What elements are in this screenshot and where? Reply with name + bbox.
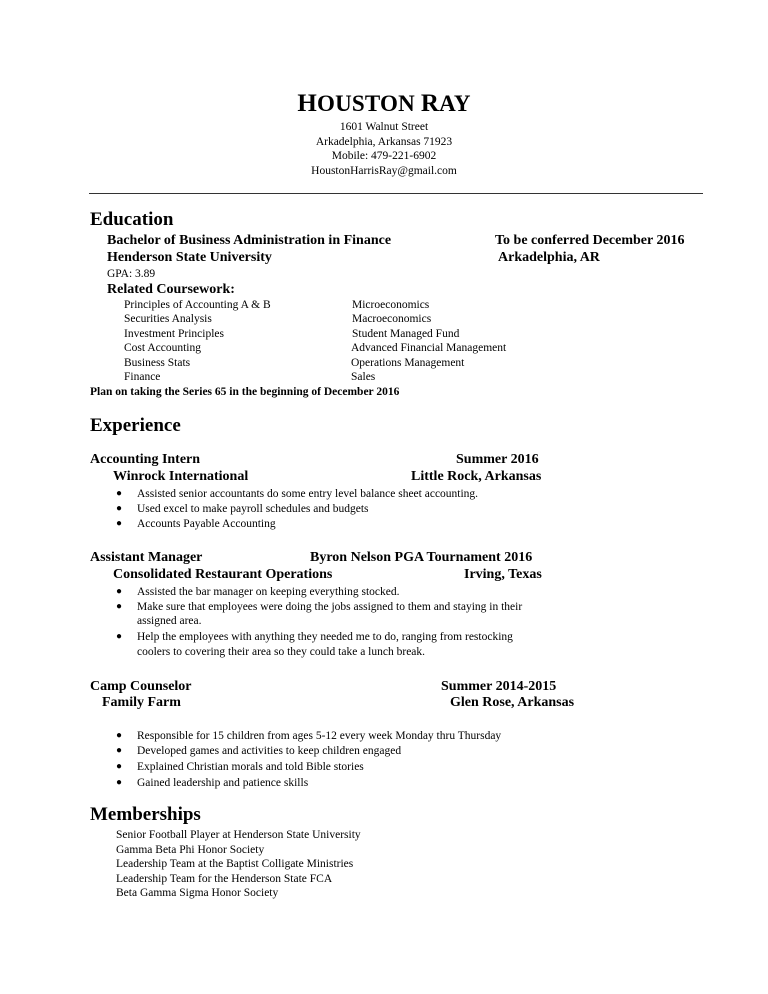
- job-bullet: Assisted the bar manager on keeping everything stocked.: [137, 586, 400, 598]
- email: HoustonHarrisRay@gmail.com: [311, 165, 457, 177]
- course-item: Advanced Financial Management: [351, 342, 507, 354]
- course-item: Microeconomics: [352, 299, 430, 311]
- job-location: Irving, Texas: [464, 567, 542, 582]
- bullet-icon: ●: [116, 488, 123, 499]
- membership-item: Senior Football Player at Henderson State University: [116, 829, 361, 841]
- membership-item: Beta Gamma Sigma Honor Society: [116, 887, 279, 899]
- job-bullet: Developed games and activities to keep children engaged: [137, 745, 402, 757]
- course-item: Student Managed Fund: [352, 328, 460, 340]
- degree: Bachelor of Business Administration in Finance: [107, 233, 392, 248]
- course-item: Principles of Accounting A & B: [124, 299, 271, 311]
- conferred-date: To be conferred December 2016: [495, 233, 685, 248]
- bullet-icon: ●: [116, 518, 123, 529]
- job-date: Summer 2014-2015: [441, 679, 557, 694]
- bullet-icon: ●: [116, 777, 123, 788]
- job-bullet-continuation: coolers to covering their area so they could take a lunch break.: [137, 646, 426, 658]
- bullet-icon: ●: [116, 745, 123, 756]
- city: Arkadelphia, Arkansas 71923: [315, 136, 453, 148]
- bullet-icon: ●: [116, 761, 123, 772]
- course-item: Finance: [124, 371, 161, 383]
- course-item: Business Stats: [124, 357, 191, 369]
- name-first-initial: H: [297, 90, 317, 117]
- job-bullet: Make sure that employees were doing the jobs assigned to them and staying in their: [137, 601, 523, 613]
- bullet-icon: ●: [116, 631, 123, 642]
- job-location: Little Rock, Arkansas: [411, 469, 542, 484]
- course-item: Operations Management: [351, 357, 465, 369]
- course-item: Macroeconomics: [352, 313, 432, 325]
- membership-item: Leadership Team at the Baptist Colligate Ministries: [116, 858, 354, 870]
- phone: Mobile: 479-221-6902: [331, 150, 437, 162]
- name-last-initial: R: [420, 90, 440, 117]
- name-heading: [0, 90, 768, 118]
- school-location: Arkadelphia, AR: [498, 250, 600, 265]
- job-date: Byron Nelson PGA Tournament 2016: [310, 550, 533, 565]
- job-title: Accounting Intern: [90, 452, 201, 467]
- address: 1601 Walnut Street: [339, 121, 429, 133]
- membership-item: Gamma Beta Phi Honor Society: [116, 844, 265, 856]
- job-bullet: Assisted senior accountants do some entry level balance sheet accounting.: [137, 488, 479, 500]
- bullet-icon: ●: [116, 586, 123, 597]
- job-location: Glen Rose, Arkansas: [450, 695, 575, 710]
- experience-heading: Experience: [90, 415, 181, 436]
- name-last-rest: AY: [439, 91, 471, 116]
- name-first-rest: OUSTON: [317, 91, 415, 116]
- membership-item: Leadership Team for the Henderson State FCA: [116, 873, 333, 885]
- job-bullet: Responsible for 15 children from ages 5-12 every week Monday thru Thursday: [137, 730, 502, 742]
- job-bullet-continuation: assigned area.: [137, 615, 202, 627]
- job-title: Assistant Manager: [90, 550, 203, 565]
- course-item: Sales: [351, 371, 376, 383]
- course-item: Cost Accounting: [124, 342, 201, 354]
- job-bullet: Used excel to make payroll schedules and budgets: [137, 503, 369, 515]
- course-item: Investment Principles: [124, 328, 224, 340]
- job-date: Summer 2016: [456, 452, 539, 467]
- certification-plan: Plan on taking the Series 65 in the beginning of December 2016: [90, 386, 400, 398]
- education-heading: Education: [90, 209, 174, 230]
- job-bullet: Accounts Payable Accounting: [137, 518, 276, 530]
- bullet-icon: ●: [116, 730, 123, 741]
- coursework-heading: Related Coursework:: [107, 282, 235, 297]
- job-bullet: Explained Christian morals and told Bible stories: [137, 761, 364, 773]
- memberships-heading: Memberships: [90, 804, 201, 825]
- bullet-icon: ●: [116, 503, 123, 514]
- job-org: Family Farm: [102, 695, 181, 710]
- header-divider: [89, 193, 703, 194]
- job-org: Winrock International: [113, 469, 249, 484]
- job-bullet: Gained leadership and patience skills: [137, 777, 309, 789]
- school-name: Henderson State University: [107, 250, 272, 265]
- job-bullet: Help the employees with anything they needed me to do, ranging from restocking: [137, 631, 513, 643]
- job-org: Consolidated Restaurant Operations: [113, 567, 333, 582]
- gpa: GPA: 3.89: [107, 268, 156, 280]
- course-item: Securities Analysis: [124, 313, 212, 325]
- bullet-icon: ●: [116, 601, 123, 612]
- job-title: Camp Counselor: [90, 679, 192, 694]
